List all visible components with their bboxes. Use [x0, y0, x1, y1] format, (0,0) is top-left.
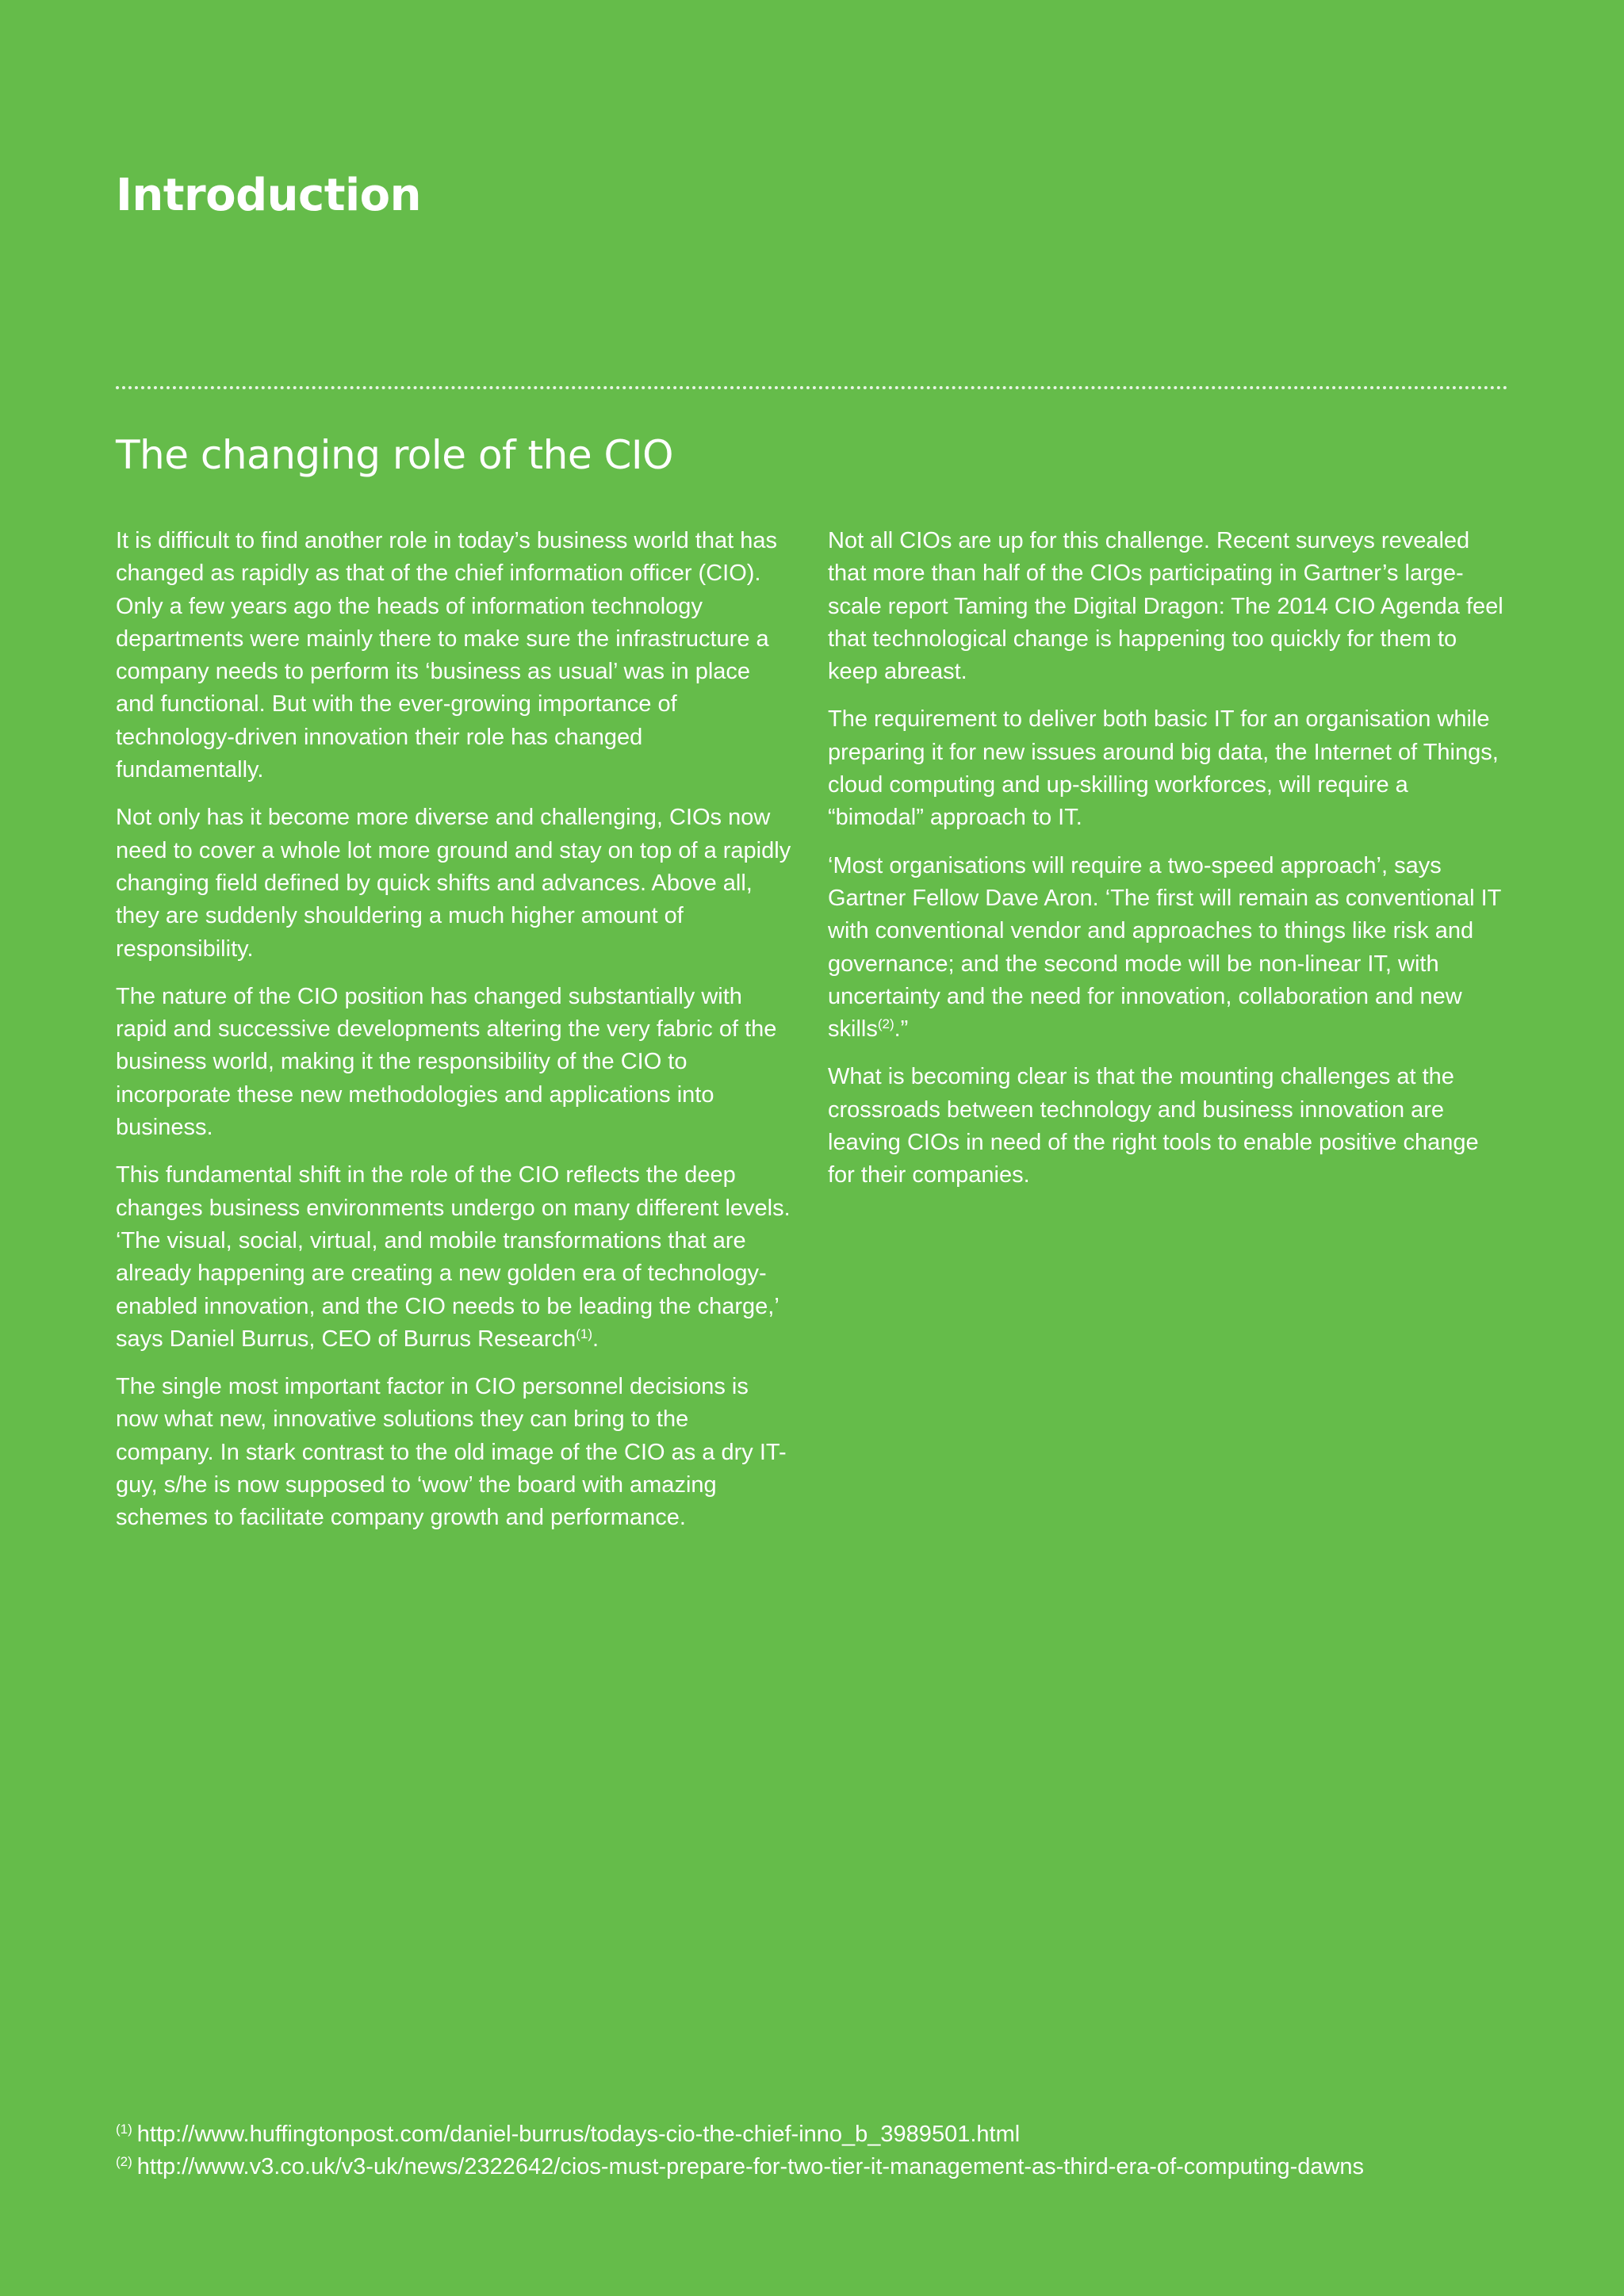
paragraph-end: .”	[894, 1016, 909, 1043]
footnote-2	[116, 2151, 1543, 2183]
paragraph	[828, 850, 1510, 1047]
paragraph: Not all CIOs are up for this challenge. Recent surveys revealed that more than half of the CIOs participating in Gartner’s large-scale report Taming the Digital Dragon: The 2014 CIO Agenda feel that technological change is happening too quickly for them to keep abreast.	[828, 528, 1503, 685]
paragraph-text: This fundamental shift in the role of the CIO reflects the deep changes business environments undergo on many different levels. ‘The visual, social, virtual, and mobile transformations that are already happening are creating a new golden era of technology-enabled innovation, and the CIO needs to be leading the charge,’ says Daniel Burrus, CEO of Burrus Research	[116, 1162, 791, 1352]
footnote-ref-2[interactable]: (2)	[877, 1016, 894, 1032]
page-heading: Introduction	[116, 170, 422, 221]
right-column	[828, 525, 1510, 1207]
paragraph: The single most important factor in CIO personnel decisions is now what new, innovative solutions they can bring to the company. In stark contrast to the old image of the CIO as a dry IT-guy, s/he is now supposed to ‘wow’ the board with amazing schemes to facilitate company growth and performance.	[116, 1374, 787, 1531]
paragraph: It is difficult to find another role in today’s business world that has changed as rapidly as that of the chief information officer (CIO). Only a few years ago the heads of information technology departments were mainly there to make sure the infrastructure a company needs to perform its ‘business as usual’ was in place and functional. But with the ever-growing importance of technology-driven innovation their role has changed fundamentally.	[116, 528, 777, 783]
paragraph: The requirement to deliver both basic IT for an organisation while preparing it for new issues around big data, the Internet of Things, cloud computing and up-skilling workforces, will require a “bimodal” approach to IT.	[828, 706, 1499, 831]
footnote-marker: (1)	[116, 2122, 132, 2137]
dotted-divider	[116, 386, 1508, 389]
footnote-ref-1[interactable]: (1)	[576, 1326, 592, 1341]
section-title: The changing role of the CIO	[116, 432, 673, 478]
paragraph: Not only has it become more diverse and challenging, CIOs now need to cover a whole lot more ground and stay on top of a rapidly changing field defined by quick shifts and advances. Above all, they are suddenly shouldering a much higher amount of responsibility.	[116, 805, 791, 962]
footnote-marker: (2)	[116, 2154, 132, 2169]
footnote-1	[116, 2118, 1543, 2151]
footnote-link[interactable]: http://www.v3.co.uk/v3-uk/news/2322642/cios-must-prepare-for-two-tier-it-management-as-third-era-of-computing-dawns	[136, 2154, 1365, 2179]
left-column	[116, 525, 791, 1550]
footnotes	[116, 2118, 1543, 2183]
footnote-link[interactable]: http://www.huffingtonpost.com/daniel-burrus/todays-cio-the-chief-inno_b_3989501.html	[136, 2122, 1021, 2147]
paragraph: What is becoming clear is that the mounting challenges at the crossroads between technology and business innovation are leaving CIOs in need of the right tools to enable positive change for their companies.	[828, 1064, 1479, 1188]
paragraph-end: .	[592, 1326, 599, 1352]
paragraph-text: ‘Most organisations will require a two-speed approach’, says Gartner Fellow Dave Aron. ‘The first will remain as conventional IT with conventional vendor and approaches to things like risk and governance; and the second mode will be non-linear IT, with uncertainty and the need for innovation, collaboration and new skills	[828, 852, 1501, 1043]
paragraph: The nature of the CIO position has changed substantially with rapid and successive developments altering the very fabric of the business world, making it the responsibility of the CIO to incorporate these new methodologies and applications into business.	[116, 983, 777, 1141]
paragraph	[116, 1159, 791, 1356]
